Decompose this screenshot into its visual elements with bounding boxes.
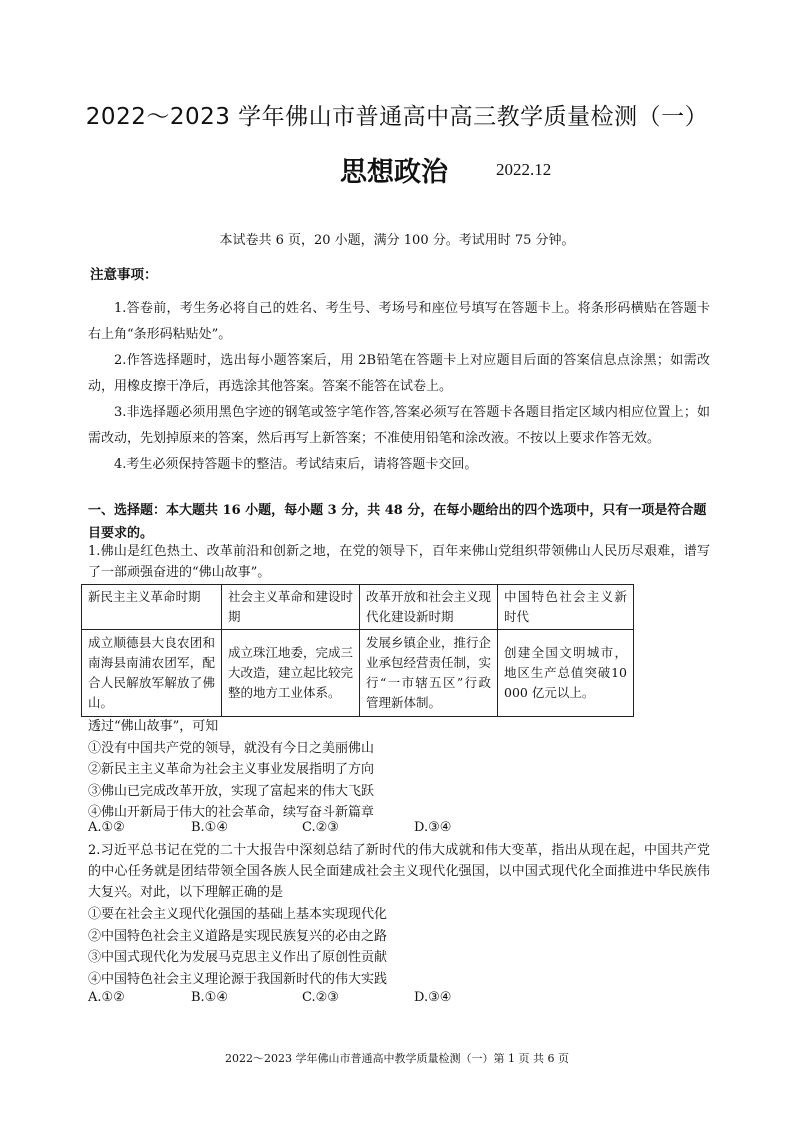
subject-title: 思想政治 [340, 157, 448, 188]
table-row [82, 630, 634, 717]
question-1-options [88, 716, 710, 824]
option-statement: ②新民主主义革命为社会主义事业发展指明了方向 [88, 762, 375, 777]
table-header-row [82, 585, 634, 630]
option-statement: ③佛山已完成改革开放，实现了富起来的伟大飞跃 [88, 783, 375, 799]
question-2-answers [88, 990, 710, 1011]
exam-title: 2022～2023 学年佛山市普通高中高三教学质量检测（一） [85, 104, 709, 130]
option-statement: ③中国式现代化为发展马克思主义作出了原创性贡献 [88, 950, 388, 965]
note-item: 3.非选择题必须用黑色字迹的钢笔或签字笔作答,答案必须写在答题卡各题目指定区域内相应位置上；如需改动，先划掉原来的答案，然后再写上新答案；不准使用铅笔和涂改液。不按以上要求作答无效。 [88, 405, 710, 446]
table-cell: 发展乡镇企业，推行企业承包经营责任制，实行“一市辖五区”行政管理新体制。 [360, 630, 498, 717]
page-footer: 2022～2023 学年佛山市普通高中教学质量检测（一）第 1 页 共 6 页 [225, 1052, 569, 1065]
option-statement: ②中国特色社会主义道路是实现民族复兴的必由之路 [88, 928, 388, 944]
option-statement: ①要在社会主义现代化强国的基础上基本实现现代化 [88, 907, 388, 922]
question-2-stem [88, 840, 710, 903]
question-stem: 1.佛山是红色热土、改革前沿和创新之地，在党的领导下，百年来佛山党组织带领佛山人民历尽艰难，谱写了一部顽强奋进的“佛山故事”。 [88, 544, 710, 580]
answer-choice: A.①② [88, 990, 125, 1005]
answer-choice: D.③④ [414, 990, 452, 1005]
answer-choice: B.①④ [191, 990, 228, 1005]
option-statement: ④佛山开新局于伟大的社会革命，续写奋斗新篇章 [88, 805, 375, 820]
table-header-cell: 社会主义革命和建设时期 [222, 585, 360, 630]
question-lead: 透过“佛山故事”，可知 [88, 719, 219, 734]
note-item: 4.考生必须保持答题卡的整洁。考试结束后，请将答题卡交回。 [114, 457, 478, 472]
table-cell: 创建全国文明城市，地区生产总值突破10000 亿元以上。 [498, 630, 634, 717]
answer-choice: D.③④ [414, 820, 452, 835]
option-statement: ④中国特色社会主义理论源于我国新时代的伟大实践 [88, 971, 388, 987]
exam-intro: 本试卷共 6 页，20 小题，满分 100 分。考试用时 75 分钟。 [219, 233, 575, 248]
question-2-options [88, 904, 710, 990]
answer-choice: C.②③ [302, 820, 339, 835]
section-heading: 一、选择题：本大题共 16 小题，每小题 3 分，共 48 分，在每小题给出的四个选项中，只有一项是符合题目要求的。 [88, 503, 707, 541]
answer-choice: B.①④ [191, 820, 228, 835]
table-header-cell: 新民主主义革命时期 [82, 585, 222, 630]
question-stem: 2.习近平总书记在党的二十大报告中深刻总结了新时代的伟大成就和伟大变革，指出从现在起，中国共产党的中心任务就是团结带领全国各族人民全面建成社会主义现代化强国，以中国式现代化全面推进中华民族伟大复兴。对此，以下理解正确的是 [88, 843, 710, 900]
notes-list [88, 296, 710, 478]
option-statement: ①没有中国共产党的领导，就没有今日之美丽佛山 [88, 740, 375, 756]
exam-date: 2022.12 [496, 160, 552, 179]
table-header-cell: 改革开放和社会主义现代化建设新时期 [360, 585, 498, 630]
question-1-stem [88, 541, 710, 583]
answer-choice: C.②③ [302, 990, 339, 1005]
notes-heading: 注意事项： [90, 267, 158, 283]
question-1-answers [88, 820, 710, 841]
table-cell: 成立珠江地委，完成三大改造，建立起比较完整的地方工业体系。 [222, 630, 360, 717]
table-header-cell: 中国特色社会主义新时代 [498, 585, 634, 630]
note-item: 1.答卷前，考生务必将自己的姓名、考生号、考场号和座位号填写在答题卡上。将条形码横贴在答题卡右上角“条形码粘贴处”。 [88, 301, 710, 342]
note-item: 2.作答选择题时，选出每小题答案后，用 2B铅笔在答题卡上对应题目后面的答案信息点涂黑；如需改动，用橡皮擦干净后，再选涂其他答案。答案不能答在试卷上。 [88, 353, 710, 394]
answer-choice: A.①② [88, 820, 125, 835]
table-cell: 成立顺德县大良农团和南海县南浦农团军，配合人民解放军解放了佛山。 [82, 630, 222, 717]
foshan-story-table [81, 584, 634, 717]
